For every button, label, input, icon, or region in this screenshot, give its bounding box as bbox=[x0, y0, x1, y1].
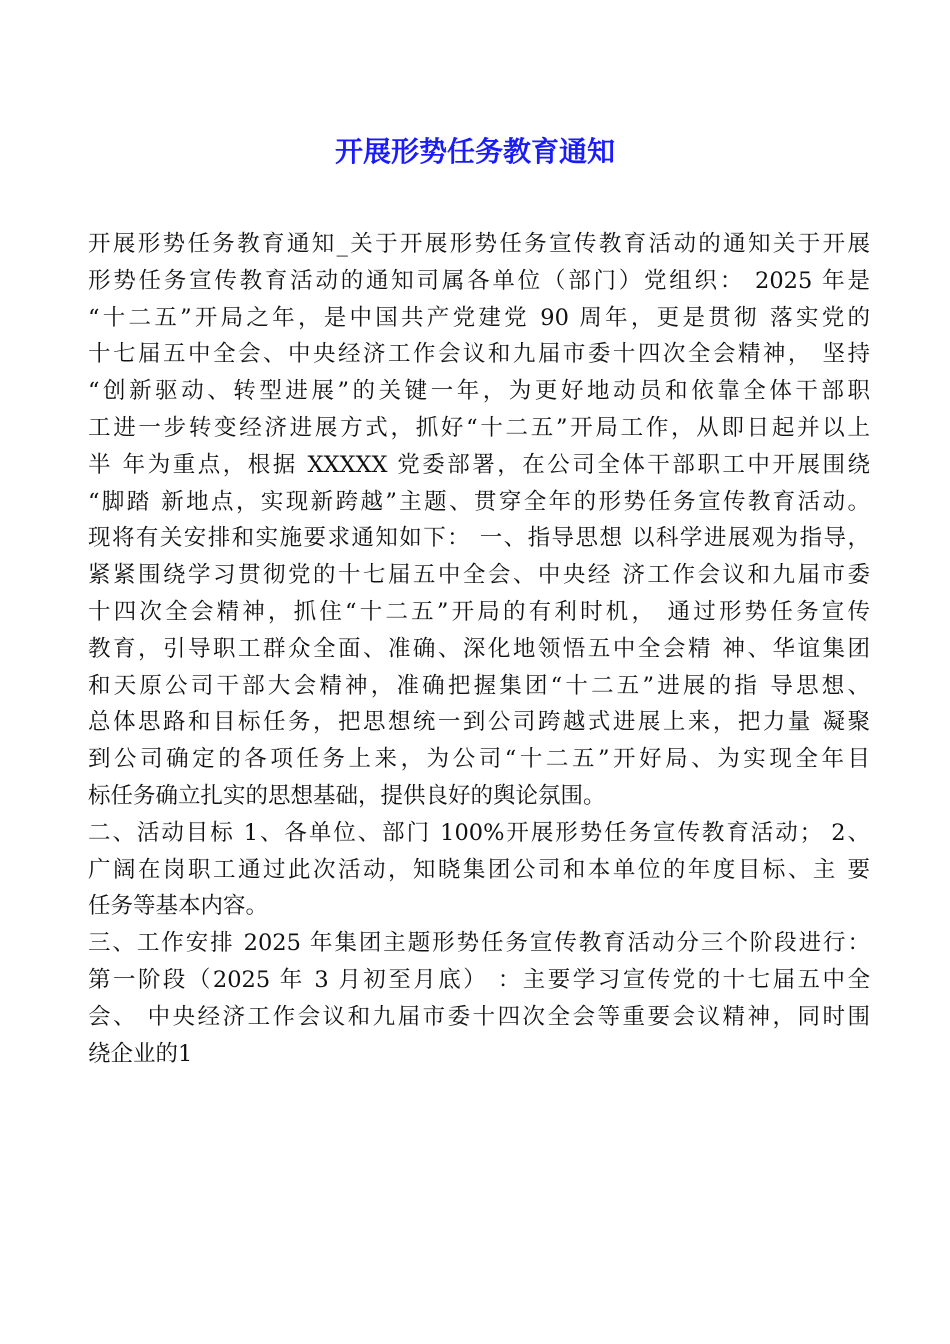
body-line: 半 年为重点，根据 XXXXX 党委部署，在公司全体干部职工中开展围绕 bbox=[88, 451, 870, 478]
body-line: 十四次全会精神，抓住“十二五”开局的有利时机， 通过形势任务宣传 bbox=[88, 598, 870, 625]
body-line: 会、 中央经济工作会议和九届市委十四次全会等重要会议精神，同时围 bbox=[88, 1003, 870, 1030]
body-line: 总体思路和目标任务，把思想统一到公司跨越式进展上来，把力量 凝聚 bbox=[88, 709, 870, 736]
body-line: 二、活动目标 1、各单位、部门 100%开展形势任务宣传教育活动； 2、 bbox=[88, 819, 870, 846]
body-line: 教育，引导职工群众全面、准确、深化地领悟五中全会精 神、华谊集团 bbox=[88, 635, 870, 662]
body-line: 开展形势任务教育通知_关于开展形势任务宣传教育活动的通知关于开展 bbox=[88, 231, 870, 257]
body-line: 三、工作安排 2025 年集团主题形势任务宣传教育活动分三个阶段进行： bbox=[88, 930, 870, 957]
body-line: 形势任务宣传教育活动的通知司属各单位（部门）党组织： 2025 年是 bbox=[88, 267, 870, 294]
body-line: 任务等基本内容。 bbox=[88, 893, 269, 920]
document-title: 开展形势任务教育通知 bbox=[334, 135, 615, 168]
body-line: “创新驱动、转型进展”的关键一年，为更好地动员和依靠全体干部职 bbox=[88, 378, 870, 405]
body-line: 现将有关安排和实施要求通知如下： 一、指导思想 以科学进展观为指导， bbox=[88, 525, 870, 552]
document-body bbox=[88, 226, 870, 1072]
body-line: 十七届五中全会、中央经济工作会议和九届市委十四次全会精神， 坚持 bbox=[88, 341, 870, 368]
body-line: 工进一步转变经济进展方式，抓好“十二五”开局工作，从即日起并以上 bbox=[88, 414, 870, 441]
body-line: “脚踏 新地点，实现新跨越”主题、贯穿全年的形势任务宣传教育活动。 bbox=[88, 488, 870, 515]
body-line: 第一阶段（2025 年 3 月初至月底） ：主要学习宣传党的十七届五中全 bbox=[88, 966, 870, 993]
body-line: 标任务确立扎实的思想基础，提供良好的舆论氛围。 bbox=[88, 782, 606, 809]
body-line: 广阔在岗职工通过此次活动，知晓集团公司和本单位的年度目标、主 要 bbox=[88, 856, 870, 883]
body-line: 绕企业的1 bbox=[88, 1040, 193, 1067]
body-line: 和天原公司干部大会精神，准确把握集团“十二五”进展的指 导思想、 bbox=[88, 672, 870, 699]
body-line: “十二五”开局之年，是中国共产党建党 90 周年，更是贯彻 落实党的 bbox=[88, 304, 870, 331]
body-line: 紧紧围绕学习贯彻党的十七届五中全会、中央经 济工作会议和九届市委 bbox=[88, 562, 870, 589]
body-line: 到公司确定的各项任务上来，为公司“十二五”开好局、为实现全年目 bbox=[88, 746, 870, 773]
